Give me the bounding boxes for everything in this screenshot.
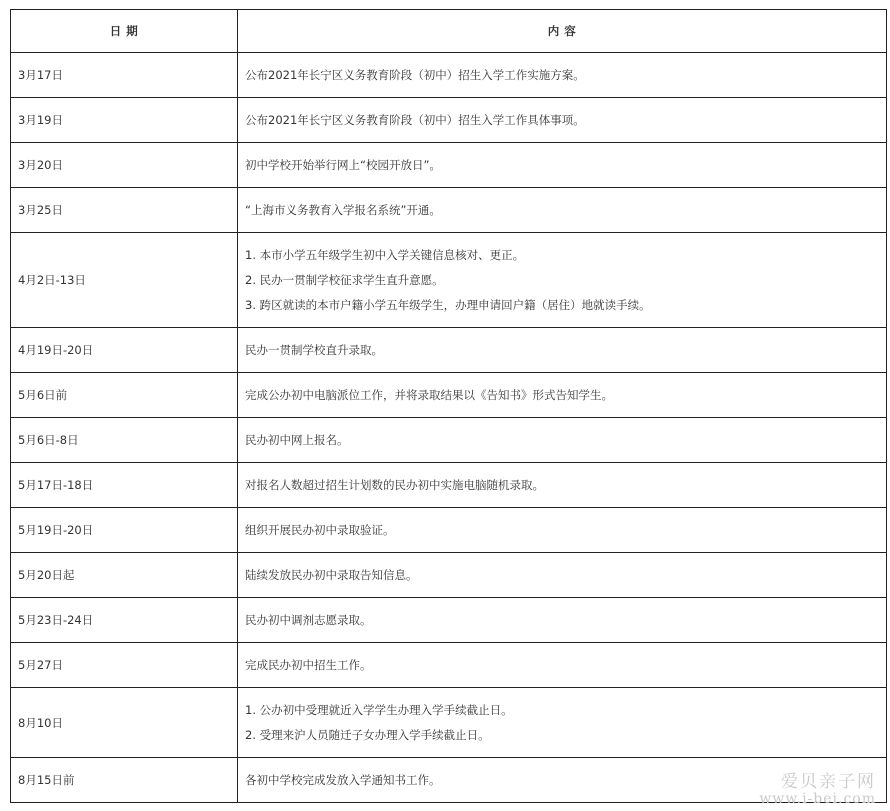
date-cell: 5月6日-8日 (11, 418, 238, 463)
date-cell: 8月15日前 (11, 758, 238, 803)
content-item: 2. 受理来沪人员随迁子女办理入学手续截止日。 (245, 727, 490, 742)
date-cell: 8月10日 (11, 688, 238, 758)
table-row (11, 188, 887, 233)
content-item: 公布2021年长宁区义务教育阶段（初中）招生入学工作实施方案。 (245, 67, 585, 82)
table-row (11, 143, 887, 188)
content-item: 完成民办初中招生工作。 (245, 657, 372, 672)
date-cell: 5月20日起 (11, 553, 238, 598)
content-item: 组织开展民办初中录取验证。 (245, 522, 395, 537)
content-cell (238, 328, 887, 373)
content-cell (238, 143, 887, 188)
date-cell: 5月27日 (11, 643, 238, 688)
table-row (11, 758, 887, 803)
table-row (11, 233, 887, 328)
admission-schedule-table (10, 9, 887, 803)
content-cell (238, 418, 887, 463)
date-cell: 4月2日-13日 (11, 233, 238, 328)
date-cell: 5月17日-18日 (11, 463, 238, 508)
date-cell: 3月20日 (11, 143, 238, 188)
date-cell: 4月19日-20日 (11, 328, 238, 373)
table-row (11, 328, 887, 373)
table-header-row (11, 10, 887, 53)
content-item: 1. 本市小学五年级学生初中入学关键信息核对、更正。 (245, 247, 525, 262)
content-cell (238, 53, 887, 98)
content-item: “上海市义务教育入学报名系统”开通。 (245, 202, 441, 217)
content-cell (238, 688, 887, 758)
date-cell: 5月19日-20日 (11, 508, 238, 553)
content-item: 3. 跨区就读的本市户籍小学五年级学生，办理申请回户籍（居住）地就读手续。 (245, 297, 651, 312)
content-item: 对报名人数超过招生计划数的民办初中实施电脑随机录取。 (245, 477, 544, 492)
content-item: 1. 公办初中受理就近入学学生办理入学手续截止日。 (245, 702, 513, 717)
content-cell (238, 508, 887, 553)
content-item: 民办一贯制学校直升录取。 (245, 342, 383, 357)
table-row (11, 553, 887, 598)
content-cell (238, 98, 887, 143)
table-row (11, 53, 887, 98)
content-cell (238, 188, 887, 233)
content-cell (238, 598, 887, 643)
date-cell: 5月6日前 (11, 373, 238, 418)
table-row (11, 643, 887, 688)
date-column-header: 日 期 (11, 10, 238, 53)
content-item: 2. 民办一贯制学校征求学生直升意愿。 (245, 272, 444, 287)
content-item: 完成公办初中电脑派位工作，并将录取结果以《告知书》形式告知学生。 (245, 387, 613, 402)
table-row (11, 598, 887, 643)
content-cell (238, 643, 887, 688)
content-item: 民办初中网上报名。 (245, 432, 349, 447)
date-cell: 3月17日 (11, 53, 238, 98)
watermark-site-name: 爱贝亲子网 (781, 771, 876, 792)
table-row (11, 508, 887, 553)
table-row (11, 98, 887, 143)
content-item: 民办初中调剂志愿录取。 (245, 612, 372, 627)
content-item: 陆续发放民办初中录取告知信息。 (245, 567, 418, 582)
content-cell (238, 463, 887, 508)
content-cell (238, 758, 887, 803)
table-row (11, 463, 887, 508)
content-item: 公布2021年长宁区义务教育阶段（初中）招生入学工作具体事项。 (245, 112, 585, 127)
content-cell (238, 233, 887, 328)
content-cell (238, 373, 887, 418)
content-cell (238, 553, 887, 598)
date-cell: 5月23日-24日 (11, 598, 238, 643)
content-column-header: 内 容 (238, 10, 887, 53)
date-cell: 3月19日 (11, 98, 238, 143)
content-item: 初中学校开始举行网上“校园开放日”。 (245, 157, 441, 172)
content-item: 各初中学校完成发放入学通知书工作。 (245, 772, 441, 787)
watermark-site-url: www.i-bei.com (759, 790, 876, 807)
date-cell: 3月25日 (11, 188, 238, 233)
table-row (11, 688, 887, 758)
table-row (11, 373, 887, 418)
table-row (11, 418, 887, 463)
